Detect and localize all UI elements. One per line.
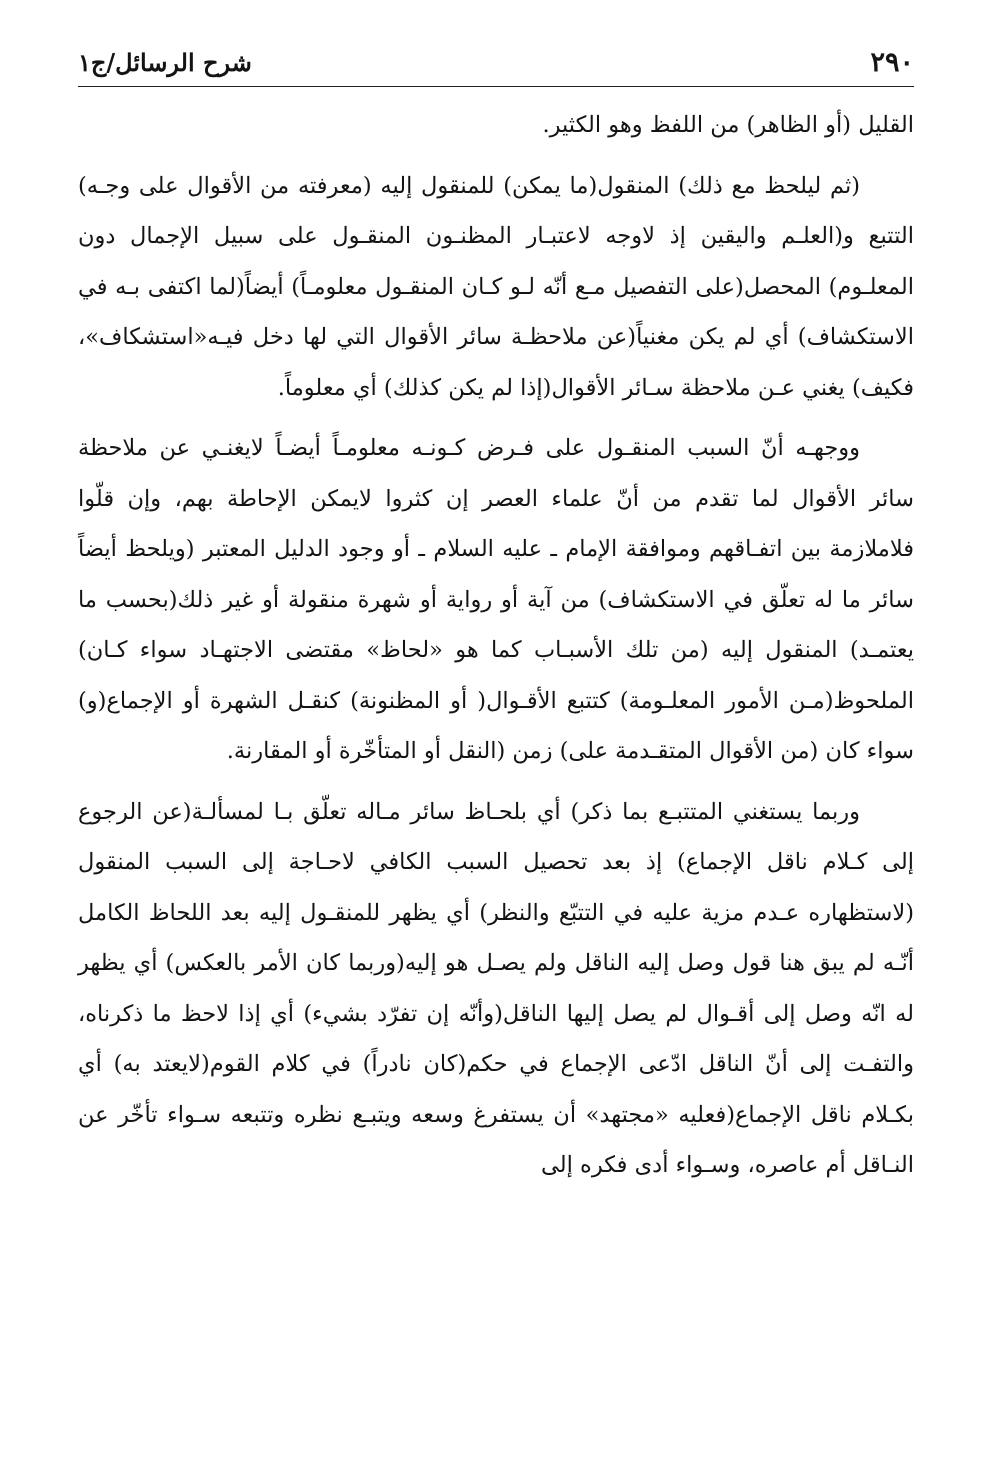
header-rule bbox=[78, 86, 914, 87]
paragraph-3: ووجهـه أنّ السبب المنقـول على فـرض كـونـه معلومـاً أيضـاً لايغنـي عن ملاحظة سائر الأقوال لما تقدم من أنّ علماء العصر إن كثروا لايمكن الإحاطة بهم، وإن قلّوا فلاملازمة بين اتفـاقهم وموافقة الإمام ـ عليه السلام ـ أو وجود الدليل المعتبر (ويلحظ أيضاً سائر ما له تعلّق في الاستكشاف) من آية أو رواية أو شهرة منقولة أو غير ذلك(بحسب ما يعتمـد) المنقول إليه (من تلك الأسبـاب كما هو «لحاظ» مقتضى الاجتهـاد سواء كـان) الملحوظ(مـن الأمور المعلـومة) كتتبع الأقـوال( أو المظنونة) كنقـل الشهرة أو الإجماع(و) سواء كان (من الأقوال المتقـدمة على) زمن (النقل أو المتأخّرة أو المقارنة. bbox=[78, 435, 914, 764]
page-number: ٢٩٠ bbox=[870, 47, 914, 78]
paragraph-4: وربما يستغني المتتبـع بما ذكر) أي بلحـاظ سائر مـاله تعلّق بـا لمسألـة(عن الرجوع إلى كـلام ناقل الإجماع) إذ بعد تحصيل السبب الكافي لاحـاجة إلى السبب المنقول (لاستظهاره عـدم مزية عليه في التتبّع والنظر) أي يظهر للمنقـول إليه بعد اللحاظ الكامل أنّـه لم يبق هنا قول وصل إليه الناقل ولم يصـل هو إليه(وربما كان الأمر بالعكس) أي يظهر له انّه وصل إلى أقـوال لم يصل إليها الناقل(وأنّه إن تفرّد بشيء) أي إذا لاحظ ما ذكرناه، والتفـت إلى أنّ الناقل ادّعى الإجماع في حكم(كان نادراً) في كلام القوم(لايعتد به) أي بكـلام ناقل الإجماع(فعليه «مجتهد» أن يستفرغ وسعه ويتبـع نظره وتتبعه سـواء تأخّر عن النـاقل أم عاصره، وسـواء أدى فكره إلى bbox=[78, 798, 914, 1178]
page-header bbox=[78, 42, 914, 80]
body-text bbox=[78, 100, 914, 1191]
paragraph-2: (ثم ليلحظ مع ذلك) المنقول(ما يمكن) للمنقول إليه (معرفته من الأقوال على وجـه) التتبع و(العلـم واليقين إذ لاوجه لاعتبـار المظنـون المنقـول على سبيل الإجمال دون المعلـوم) المحصل(على التفصيل مـع أنّه لـو كـان المنقـول معلومـاً) أيضاً(لما اكتفى بـه في الاستكشاف) أي لم يكن مغنياً(عن ملاحظـة سائر الأقوال التي لها دخل فيـه«استشكاف»، فكيف) يغني عـن ملاحظة سـائر الأقوال(إذا لم يكن كذلك) أي معلوماً. bbox=[78, 172, 914, 401]
running-title: شرح الرسائل/ج١ bbox=[78, 48, 252, 77]
paragraph-1: القليل (أو الظاهر) من اللفظ وهو الكثير. bbox=[542, 112, 914, 138]
